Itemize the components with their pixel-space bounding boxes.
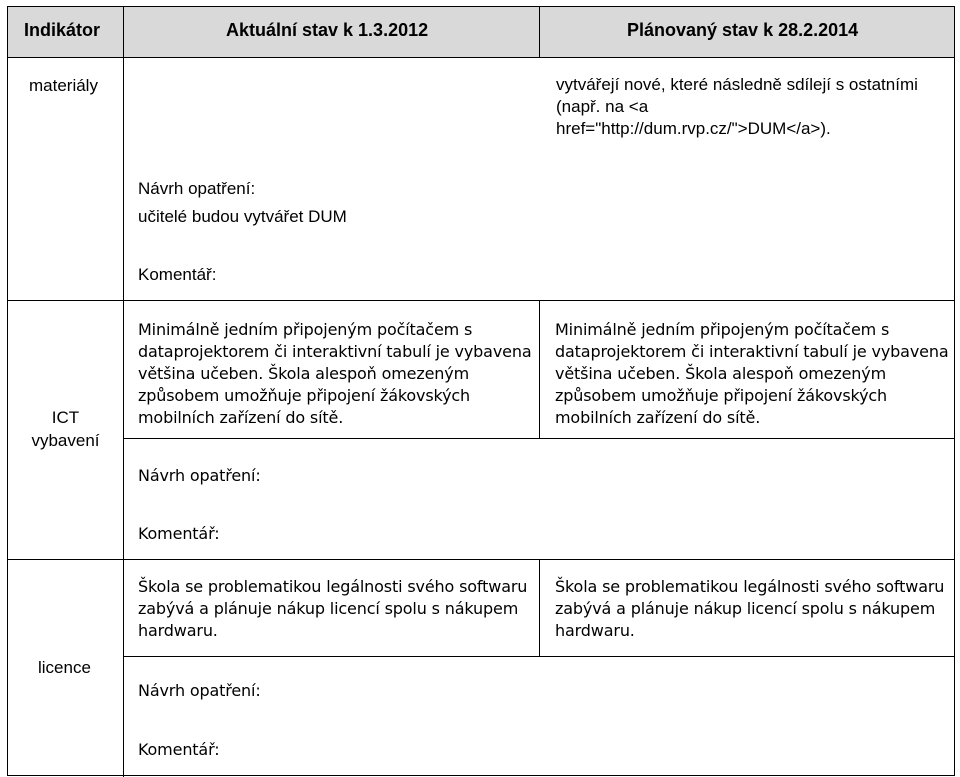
current-text-line: většina učeben. Škola alespoň omezeným	[138, 364, 470, 383]
proposal-label: Návrh opatření:	[138, 466, 261, 485]
column-divider	[539, 300, 540, 438]
proposal-label: Návrh opatření:	[138, 681, 261, 700]
planned-text-line: dataprojektorem či interaktivní tabulí je vybavena	[555, 342, 949, 361]
row-divider	[7, 57, 955, 58]
current-text-line: mobilních zařízení do sítě.	[138, 408, 344, 427]
planned-text-line: hardwaru.	[555, 621, 635, 640]
column-divider	[539, 559, 540, 656]
proposal-text: učitelé budou vytvářet DUM	[138, 207, 347, 226]
column-divider	[123, 6, 124, 777]
planned-text-line: Minimálně jedním připojeným počítačem s	[555, 320, 890, 339]
current-text-line: hardwaru.	[138, 621, 218, 640]
comment-label: Komentář:	[138, 265, 217, 284]
comment-label: Komentář:	[138, 740, 220, 759]
header-current: Aktuální stav k 1.3.2012	[226, 20, 429, 40]
current-text-line: způsobem umožňuje připojení žákovských	[138, 386, 471, 405]
row-label-ict: ICT	[51, 408, 80, 427]
planned-text-line: zabývá a plánuje nákup licencí spolu s nákupem	[555, 599, 936, 618]
current-text-line: dataprojektorem či interaktivní tabulí je vybavena	[138, 342, 532, 361]
planned-text-line: (např. na <a	[556, 97, 649, 116]
planned-text-line: většina učeben. Škola alespoň omezeným	[555, 364, 887, 383]
column-divider	[539, 6, 540, 57]
comment-label: Komentář:	[138, 524, 220, 543]
row-divider	[7, 559, 955, 560]
planned-text-line: href="http://dum.rvp.cz/">DUM</a>).	[556, 119, 831, 138]
row-label-licence: licence	[38, 658, 91, 677]
current-text-line: zabývá a plánuje nákup licencí spolu s nákupem	[138, 599, 519, 618]
planned-text-line: vytvářejí nové, které následně sdílejí s ostatními	[556, 75, 918, 94]
header-planned: Plánovaný stav k 28.2.2014	[627, 20, 859, 40]
header-indicator: Indikátor	[24, 20, 101, 40]
row-divider	[123, 438, 955, 439]
row-label-ict: vybavení	[31, 431, 100, 450]
planned-text-line: Škola se problematikou legálnosti svého softwaru	[555, 577, 945, 596]
planned-text-line: mobilních zařízení do sítě.	[555, 408, 761, 427]
current-text-line: Minimálně jedním připojeným počítačem s	[138, 320, 473, 339]
current-text-line: Škola se problematikou legálnosti svého softwaru	[138, 577, 528, 596]
planned-text-line: způsobem umožňuje připojení žákovských	[555, 386, 888, 405]
proposal-label: Návrh opatření:	[138, 179, 256, 198]
row-divider	[7, 300, 955, 301]
row-divider	[123, 656, 955, 657]
row-label-materialy: materiály	[29, 76, 98, 95]
